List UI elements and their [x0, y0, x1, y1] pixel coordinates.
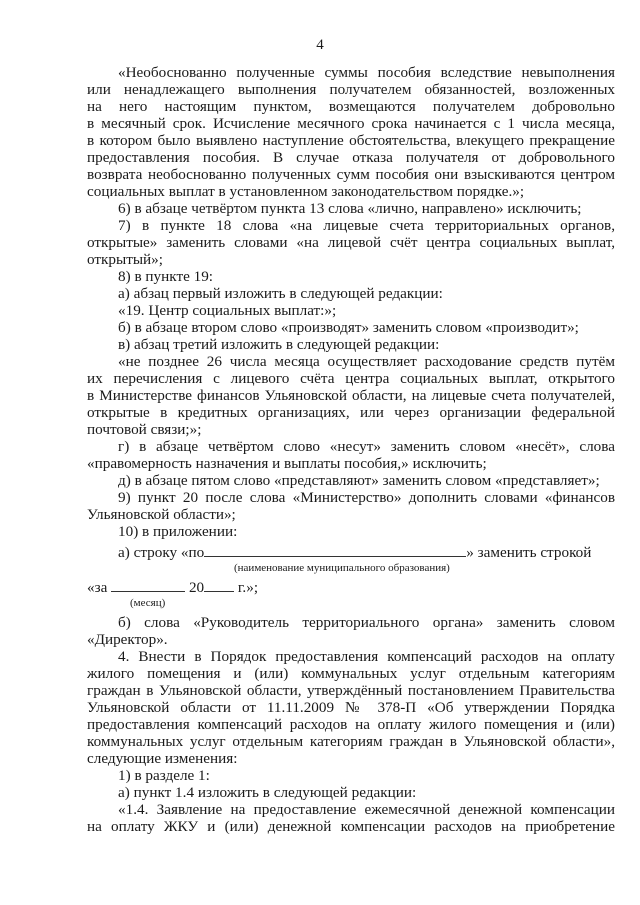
form-suffix: г.»; [237, 579, 259, 596]
form-year: 20 [188, 579, 205, 596]
text-line: предоставления пособия. В случае отказа получателя от добровольного [87, 149, 615, 166]
text-line: д) в абзаце пятом слово «представляют» заменить словом «представляет»; [118, 472, 600, 489]
blank-line [204, 543, 466, 557]
text-line: возврата необоснованно полученных сумм пособия они взыскиваются центром [87, 166, 615, 183]
text-line: 9) пункт 20 после слова «Министерство» дополнить словами «финансов [118, 489, 615, 506]
caption-month: (месяц) [130, 597, 166, 609]
text-line: 1) в разделе 1: [118, 767, 210, 784]
text-line: б) слова «Руководитель территориального органа» заменить словом [118, 614, 615, 631]
text-line: на него настоящим пунктом, возмещаются получателем добровольно [87, 98, 615, 115]
text-line: 8) в пункте 19: [118, 268, 214, 285]
text-line: социальных выплат в установленном законодательством порядке.»; [87, 183, 525, 200]
text-line: в котором было выявлено наступление обстоятельства, влекущего прекращение [87, 132, 615, 149]
text-line: «правомерность назначения и выплаты пособия,» исключить; [87, 455, 487, 472]
text-line: «Необоснованно полученные суммы пособия вследствие невыполнения [118, 64, 615, 81]
text-line: граждан в Ульяновской области, утверждённый постановлением Правительства [87, 682, 615, 699]
page-number: 4 [316, 37, 324, 53]
text-line: «19. Центр социальных выплат:»; [118, 302, 337, 319]
form-prefix: «за [87, 579, 108, 596]
text-line: «Директор». [87, 631, 168, 648]
text-line: открытые в кредитных организациях, или через организации федеральной [87, 404, 615, 421]
text-line: б) в абзаце втором слово «производят» заменить словом «производит»; [118, 319, 579, 336]
text-line: их перечисления с лицевого счёта центра социальных выплат, открытого [87, 370, 615, 387]
text-line: 10) в приложении: [118, 523, 238, 540]
text-line: Ульяновской области»; [87, 506, 236, 523]
form-row-municipality [118, 543, 591, 561]
text-line: «1.4. Заявление на предоставление ежемесячной денежной компенсации [118, 801, 615, 818]
text-line: Ульяновской области от 11.11.2009 № 378-П «Об утверждении Порядка [87, 699, 615, 716]
blank-line [204, 578, 234, 592]
text-line: предоставления компенсаций расходов на оплату жилого помещения и (или) [87, 716, 615, 733]
text-line: в Министерстве финансов Ульяновской области, на лицевые счета получателей, [87, 387, 615, 404]
text-line: 6) в абзаце четвёртом пункта 13 слова «лично, направлено» исключить; [118, 200, 582, 217]
text-line: открытые» заменить словами «на лицевой счёт центра социальных выплат, [87, 234, 615, 251]
caption-municipality: (наименование муниципального образования) [234, 562, 450, 574]
text-line: г) в абзаце четвёртом слово «несут» заменить словом «несёт», слова [118, 438, 615, 455]
text-line: жилого помещения и (или) коммунальных услуг отдельным категориям [87, 665, 615, 682]
text-line: или ненадлежащего выполнения получателем обязанностей, возложенных [87, 81, 615, 98]
text-line: а) пункт 1.4 изложить в следующей редакции: [118, 784, 417, 801]
text-line: почтовой связи;»; [87, 421, 202, 438]
text-line: коммунальных услуг отдельным категориям граждан в Ульяновской области», [87, 733, 615, 750]
form-prefix: а) строку «по [118, 544, 205, 561]
text-line: 4. Внести в Порядок предоставления компенсаций расходов на оплату [118, 648, 615, 665]
text-line: следующие изменения: [87, 750, 238, 767]
text-line: «не позднее 26 числа месяца осуществляет расходование средств путём [118, 353, 615, 370]
text-line: 7) в пункте 18 слова «на лицевые счета территориальных органов, [118, 217, 615, 234]
form-suffix: » заменить строкой [466, 544, 592, 561]
form-row-month [87, 578, 258, 596]
text-line: на оплату ЖКУ и (или) денежной компенсации расходов на приобретение [87, 818, 615, 835]
text-line: открытый»; [87, 251, 163, 268]
blank-line [111, 578, 185, 592]
text-line: в) абзац третий изложить в следующей редакции: [118, 336, 440, 353]
text-line: в месячный срок. Исчисление месячного срока начинается с 1 числа месяца, [87, 115, 615, 132]
text-line: а) абзац первый изложить в следующей редакции: [118, 285, 443, 302]
